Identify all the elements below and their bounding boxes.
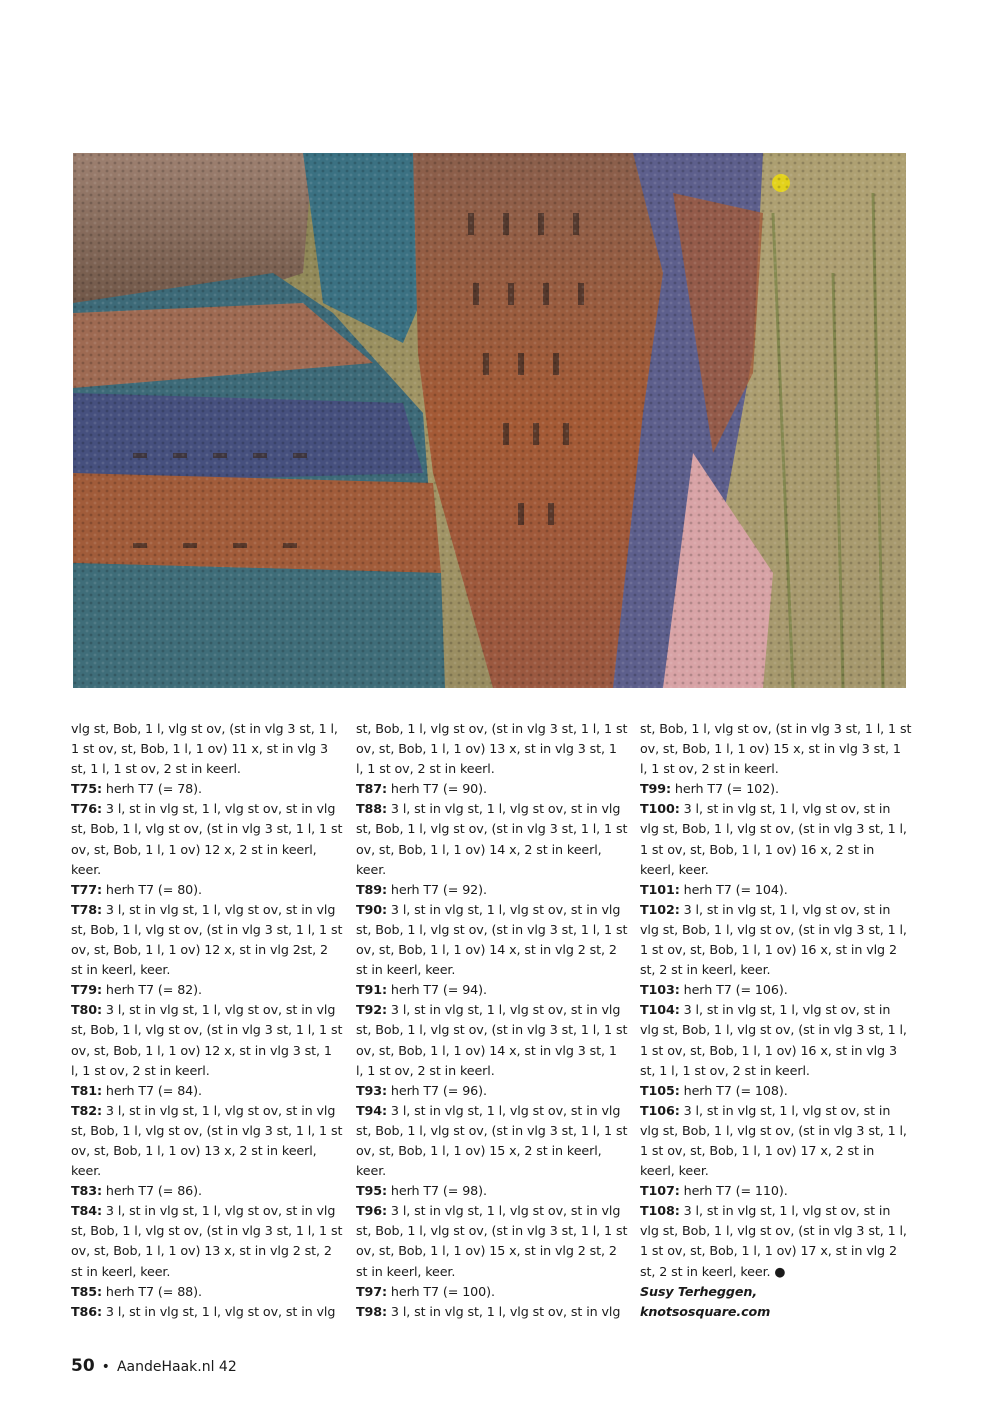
row-label: T99: <box>640 781 671 797</box>
pattern-row <box>640 1081 912 1101</box>
row-label: T80: <box>71 1002 102 1018</box>
row-text: 3 l, st in vlg st, 1 l, vlg st ov, st in vlg st, Bob, 1 l, vlg st ov, (st in vlg 3 st, 1 l, 1 st ov, st, Bob, 1 l, 1 ov) 15 x, st in vlg 2 st, 2 st in keerl, keer. <box>356 1203 628 1279</box>
pattern-row <box>71 719 343 779</box>
row-label: T75: <box>71 781 102 797</box>
pattern-row <box>71 1081 343 1101</box>
pattern-row <box>356 1081 628 1101</box>
row-label: T76: <box>71 801 102 817</box>
row-label: T88: <box>356 801 387 817</box>
row-text: herh T7 (= 106). <box>679 982 788 998</box>
row-text: herh T7 (= 108). <box>679 1082 788 1098</box>
row-label: T82: <box>71 1102 102 1118</box>
row-text: vlg st, Bob, 1 l, vlg st ov, (st in vlg 3 st, 1 l, 1 st ov, st, Bob, 1 l, 1 ov) 11 x, st in vlg 3 st, 1 l, 1 st ov, 2 st in keerl. <box>71 721 338 777</box>
row-label: T85: <box>71 1283 102 1299</box>
pattern-row <box>640 980 912 1000</box>
row-text: 3 l, st in vlg st, 1 l, vlg st ov, st in vlg <box>386 1303 621 1319</box>
pattern-row <box>71 1000 343 1080</box>
designer-website: knotsosquare.com <box>640 1303 771 1319</box>
pattern-row <box>640 799 912 879</box>
row-label: T91: <box>356 982 387 998</box>
row-text: herh T7 (= 90). <box>386 781 487 797</box>
pattern-row <box>640 1201 912 1281</box>
pattern-row <box>356 1302 628 1322</box>
row-text: herh T7 (= 110). <box>679 1183 788 1199</box>
row-text: 3 l, st in vlg st, 1 l, vlg st ov, st in vlg st, Bob, 1 l, vlg st ov, (st in vlg 3 st, 1 l, 1 st ov, st, Bob, 1 l, 1 ov) 13 x, st in vlg 2 st, 2 st in keerl, keer. <box>71 1203 343 1279</box>
row-label: T100: <box>640 801 680 817</box>
pattern-column-3 <box>640 719 912 1322</box>
pattern-row <box>640 1101 912 1181</box>
pattern-row <box>71 900 343 980</box>
row-label: T86: <box>71 1303 102 1319</box>
row-text: herh T7 (= 100). <box>386 1283 495 1299</box>
row-text: 3 l, st in vlg st, 1 l, vlg st ov, st in vlg st, Bob, 1 l, vlg st ov, (st in vlg 3 st, 1 l, 1 st ov, st, Bob, 1 l, 1 ov) 16 x, st in vlg 2 st, 2 st in keerl, keer. <box>640 901 907 978</box>
row-text: herh T7 (= 104). <box>679 881 788 897</box>
row-label: T93: <box>356 1082 387 1098</box>
row-label: T103: <box>640 982 680 998</box>
row-label: T92: <box>356 1002 387 1018</box>
row-text: herh T7 (= 88). <box>101 1283 202 1299</box>
pattern-row <box>356 1000 628 1080</box>
row-text: herh T7 (= 84). <box>101 1082 202 1098</box>
row-label: T89: <box>356 881 387 897</box>
shawl-photo <box>73 153 906 688</box>
row-label: T97: <box>356 1283 387 1299</box>
pattern-row <box>356 799 628 879</box>
row-text: 3 l, st in vlg st, 1 l, vlg st ov, st in vlg st, Bob, 1 l, vlg st ov, (st in vlg 3 st, 1 l, 1 st ov, st, Bob, 1 l, 1 ov) 16 x, st in vlg 3 st, 1 l, 1 st ov, 2 st in keerl. <box>640 1002 907 1078</box>
page-footer <box>71 1356 237 1377</box>
row-text: 3 l, st in vlg st, 1 l, vlg st ov, st in vlg st, Bob, 1 l, vlg st ov, (st in vlg 3 st, 1 l, 1 st ov, st, Bob, 1 l, 1 ov) 13 x, 2 st in keerl, keer. <box>71 1102 343 1179</box>
pattern-row <box>71 1181 343 1201</box>
row-label: T98: <box>356 1303 387 1319</box>
row-label: T95: <box>356 1183 387 1199</box>
pattern-row <box>356 1201 628 1281</box>
row-label: T83: <box>71 1183 102 1199</box>
row-text: 3 l, st in vlg st, 1 l, vlg st ov, st in vlg st, Bob, 1 l, vlg st ov, (st in vlg 3 st, 1 l, 1 st ov, st, Bob, 1 l, 1 ov) 14 x, 2 st in keerl, keer. <box>356 801 628 877</box>
row-label: T104: <box>640 1002 680 1018</box>
row-label: T90: <box>356 901 387 917</box>
row-text: herh T7 (= 82). <box>101 982 202 998</box>
pattern-row <box>356 779 628 799</box>
pattern-column-2 <box>356 719 628 1322</box>
pattern-row <box>71 1302 343 1322</box>
row-label: T107: <box>640 1183 680 1199</box>
row-text: 3 l, st in vlg st, 1 l, vlg st ov, st in vlg st, Bob, 1 l, vlg st ov, (st in vlg 3 st, 1 l, 1 st ov, st, Bob, 1 l, 1 ov) 17 x, st in vlg 2 st, 2 st in keerl, keer. ● <box>640 1203 907 1279</box>
row-text: herh T7 (= 94). <box>386 982 487 998</box>
footer-bullet: • <box>101 1359 110 1375</box>
row-label: T87: <box>356 781 387 797</box>
pattern-row <box>640 900 912 980</box>
pattern-row <box>71 799 343 879</box>
pattern-row <box>640 779 912 799</box>
row-text: herh T7 (= 102). <box>670 781 779 797</box>
pattern-row <box>71 1201 343 1281</box>
row-label: T84: <box>71 1203 102 1219</box>
pattern-row <box>640 719 912 779</box>
pattern-row <box>71 1282 343 1302</box>
row-text: st, Bob, 1 l, vlg st ov, (st in vlg 3 st, 1 l, 1 st ov, st, Bob, 1 l, 1 ov) 13 x, st in vlg 3 st, 1 l, 1 st ov, 2 st in keerl. <box>356 721 628 777</box>
row-text: 3 l, st in vlg st, 1 l, vlg st ov, st in vlg st, Bob, 1 l, vlg st ov, (st in vlg 3 st, 1 l, 1 st ov, st, Bob, 1 l, 1 ov) 12 x, 2 st in keerl, keer. <box>71 801 343 877</box>
row-text: 3 l, st in vlg st, 1 l, vlg st ov, st in vlg st, Bob, 1 l, vlg st ov, (st in vlg 3 st, 1 l, 1 st ov, st, Bob, 1 l, 1 ov) 16 x, 2 st in keerl, keer. <box>640 801 907 877</box>
pattern-row <box>640 1181 912 1201</box>
pattern-column-1 <box>71 719 343 1322</box>
pattern-row <box>71 1101 343 1181</box>
pattern-row <box>356 900 628 980</box>
row-text: herh T7 (= 92). <box>386 881 487 897</box>
row-label: T78: <box>71 901 102 917</box>
pattern-row <box>71 880 343 900</box>
row-text: 3 l, st in vlg st, 1 l, vlg st ov, st in vlg st, Bob, 1 l, vlg st ov, (st in vlg 3 st, 1 l, 1 st ov, st, Bob, 1 l, 1 ov) 12 x, st in vlg 3 st, 1 l, 1 st ov, 2 st in keerl. <box>71 1002 343 1078</box>
page-number: 50 <box>71 1356 95 1376</box>
pattern-row <box>356 719 628 779</box>
pattern-row <box>356 1181 628 1201</box>
row-text: herh T7 (= 96). <box>386 1082 487 1098</box>
pattern-row <box>356 1282 628 1302</box>
row-text: 3 l, st in vlg st, 1 l, vlg st ov, st in vlg <box>101 1303 336 1319</box>
row-label: T77: <box>71 881 102 897</box>
row-text: herh T7 (= 80). <box>101 881 202 897</box>
row-text: herh T7 (= 98). <box>386 1183 487 1199</box>
row-text: 3 l, st in vlg st, 1 l, vlg st ov, st in vlg st, Bob, 1 l, vlg st ov, (st in vlg 3 st, 1 l, 1 st ov, st, Bob, 1 l, 1 ov) 17 x, 2 st in keerl, keer. <box>640 1102 907 1179</box>
pattern-row <box>356 880 628 900</box>
row-label: T81: <box>71 1082 102 1098</box>
row-text: 3 l, st in vlg st, 1 l, vlg st ov, st in vlg st, Bob, 1 l, vlg st ov, (st in vlg 3 st, 1 l, 1 st ov, st, Bob, 1 l, 1 ov) 12 x, st in vlg 2st, 2 st in keerl, keer. <box>71 901 343 978</box>
pattern-row <box>71 980 343 1000</box>
designer-name: Susy Terheggen, <box>640 1283 758 1299</box>
row-text: herh T7 (= 86). <box>101 1183 202 1199</box>
pattern-row <box>640 1000 912 1080</box>
row-label: T108: <box>640 1203 680 1219</box>
row-label: T101: <box>640 881 680 897</box>
row-label: T94: <box>356 1102 387 1118</box>
row-label: T79: <box>71 982 102 998</box>
pattern-row <box>356 1101 628 1181</box>
pattern-row <box>356 980 628 1000</box>
row-label: T106: <box>640 1102 680 1118</box>
row-text: 3 l, st in vlg st, 1 l, vlg st ov, st in vlg st, Bob, 1 l, vlg st ov, (st in vlg 3 st, 1 l, 1 st ov, st, Bob, 1 l, 1 ov) 14 x, st in vlg 3 st, 1 l, 1 st ov, 2 st in keerl. <box>356 1002 628 1078</box>
row-text: 3 l, st in vlg st, 1 l, vlg st ov, st in vlg st, Bob, 1 l, vlg st ov, (st in vlg 3 st, 1 l, 1 st ov, st, Bob, 1 l, 1 ov) 14 x, st in vlg 2 st, 2 st in keerl, keer. <box>356 901 628 978</box>
pattern-row <box>640 880 912 900</box>
row-label: T96: <box>356 1203 387 1219</box>
pattern-row <box>71 779 343 799</box>
row-text: herh T7 (= 78). <box>101 781 202 797</box>
row-text: 3 l, st in vlg st, 1 l, vlg st ov, st in vlg st, Bob, 1 l, vlg st ov, (st in vlg 3 st, 1 l, 1 st ov, st, Bob, 1 l, 1 ov) 15 x, 2 st in keerl, keer. <box>356 1102 628 1179</box>
row-text: st, Bob, 1 l, vlg st ov, (st in vlg 3 st, 1 l, 1 st ov, st, Bob, 1 l, 1 ov) 15 x, st in vlg 3 st, 1 l, 1 st ov, 2 st in keerl. <box>640 721 912 777</box>
row-label: T102: <box>640 901 680 917</box>
row-label: T105: <box>640 1082 680 1098</box>
magazine-name: AandeHaak.nl 42 <box>116 1359 237 1375</box>
